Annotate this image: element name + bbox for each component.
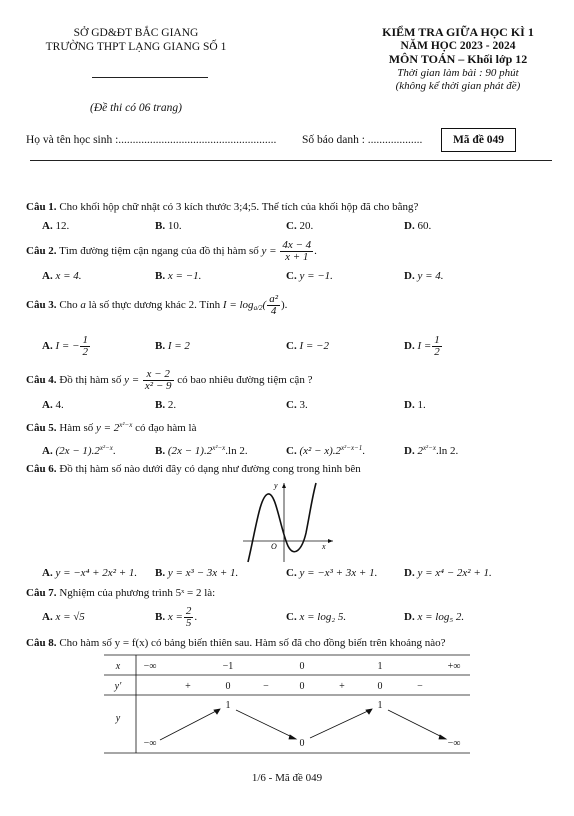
q3-option-d[interactable]: D. I = $\frac{1}{2}$ (404, 333, 440, 358)
q2-label: Câu 2. (26, 245, 57, 257)
y-val-3: 1 (377, 700, 383, 711)
q6-y-arrow (282, 483, 286, 488)
sign-5: 0 (377, 681, 383, 692)
question-2: Câu 2. Tìm đường tiệm cận ngang của đồ thị hàm số y = $\frac{4x - 4}{x + 1}$ . (26, 238, 317, 263)
question-7: Câu 7. Nghiệm của phương trình 5ˣ = 2 là: (26, 587, 216, 599)
row-label-yprime: y′ (114, 681, 122, 692)
arrow-down-1 (236, 710, 294, 738)
q6-x-arrow (328, 539, 333, 543)
sign-0: + (185, 681, 191, 692)
q2-option-a[interactable]: A. x = 4. (42, 270, 82, 282)
dept-name: SỞ GD&ĐT BẮC GIANG (73, 27, 199, 39)
q6-option-c[interactable]: C. y = −x³ + 3x + 1. (286, 567, 378, 579)
q5-option-a[interactable]: A. $(2x - 1).2^{x^2-x}$. (42, 444, 116, 457)
q6-option-b[interactable]: B. y = x³ − 3x + 1. (155, 567, 239, 579)
sign-1: 0 (225, 681, 231, 692)
student-id-field[interactable]: Số báo danh : ................... (302, 134, 423, 146)
y-val-1: 1 (225, 700, 231, 711)
q1-text: Cho khối hộp chữ nhật có 3 kích thước 3;4;5. Thể tích của khối hộp đã cho bằng? (59, 201, 419, 213)
q6-curve (248, 483, 316, 562)
q1-option-c[interactable]: C. 20. (286, 220, 314, 232)
q5-option-c[interactable]: C. $(x^2 - x).2^{x^2-x-1}$. (286, 444, 366, 457)
question-1 (26, 200, 418, 214)
y-val-2: 0 (299, 738, 305, 749)
header-underline (92, 77, 208, 78)
question-8: Câu 8. Cho hàm số y = f(x) có bảng biến thiên sau. Hàm số đã cho đồng biến trên khoảng nào? (26, 637, 446, 649)
q3-option-a[interactable]: A. I = − $\frac{1}{2}$ (42, 333, 88, 358)
subject-title: MÔN TOÁN – Khối lớp 12 (388, 52, 528, 66)
q6-label: Câu 6. (26, 463, 57, 475)
q7-option-d[interactable]: D. x = log₅ 2. (404, 611, 465, 623)
q2-option-b[interactable]: B. x = −1. (155, 270, 202, 282)
page-footer: 1/6 - Mã đề 049 (251, 772, 323, 784)
q4-option-b[interactable]: B. 2. (155, 399, 177, 411)
q6-graph (238, 478, 338, 563)
q2-option-d[interactable]: D. y = 4. (404, 270, 444, 282)
q6-option-d[interactable]: D. y = x⁴ − 2x² + 1. (404, 567, 492, 579)
q5-option-b[interactable]: B. $(2x - 1).2^{x^2-x}.\ln$ 2. (155, 444, 248, 457)
q3-option-b[interactable]: B. I = 2 (155, 340, 190, 352)
student-name-field[interactable]: Họ và tên học sinh :....................................................... (26, 134, 277, 146)
arrowhead-down-1 (289, 735, 296, 739)
y-val-0: −∞ (143, 738, 157, 749)
arrowhead-up-1 (214, 709, 220, 714)
q7-option-c[interactable]: C. x = log₂ 5. (286, 611, 347, 623)
q5-option-d[interactable]: D. $2^{x^2-x}.\ln$ 2. (404, 444, 459, 457)
arrow-up-2 (310, 710, 370, 738)
q6-y-label: y (274, 481, 278, 490)
q2-text: Tìm đường tiệm cận ngang của đồ thị hàm số (59, 245, 259, 257)
row-label-x: x (115, 661, 121, 672)
q7-label: Câu 7. (26, 587, 57, 599)
q7-option-b[interactable]: B. x = $\frac{2}{5}$ . (155, 604, 198, 629)
header-left (20, 26, 252, 54)
q3-formula: $I = \log_{a/2}$( (222, 299, 267, 312)
arrowhead-down-2 (439, 735, 446, 739)
q4-label: Câu 4. (26, 374, 57, 386)
x-val-2: 0 (299, 661, 305, 672)
q1-option-d[interactable]: D. 60. (404, 220, 432, 232)
arrowhead-up-2 (366, 709, 372, 714)
question-4: Câu 4. Đồ thị hàm số y = $\frac{x - 2}{\text{x² − 9}}$ có bao nhiêu đường tiệm cận ? (26, 367, 313, 392)
school-year: NĂM HỌC 2023 - 2024 (400, 39, 516, 52)
q4-function: $\frac{x - 2}{\text{x² − 9}}$ (144, 367, 172, 392)
q3-inner-fraction: $\frac{\text{a²}}{4}$ (269, 292, 278, 317)
exam-time: Thời gian làm bài : 90 phút (397, 66, 519, 79)
header-right (352, 26, 564, 94)
sign-4: + (339, 681, 345, 692)
q5-function: $y = 2^{x^2-x}$ (95, 421, 133, 434)
q8-variation-table (104, 654, 470, 754)
y-val-4: −∞ (447, 738, 461, 749)
q4-option-a[interactable]: A. 4. (42, 399, 64, 411)
q1-option-a[interactable]: A. 12. (42, 220, 70, 232)
q7-option-a[interactable]: A. x = √5 (42, 611, 85, 623)
sign-3: 0 (299, 681, 305, 692)
q6-origin-label: O (271, 542, 277, 551)
pages-note: (Đề thi có 06 trang) (90, 102, 182, 114)
exam-code-box: Mã đề 049 (441, 128, 516, 152)
school-name: TRƯỜNG THPT LẠNG GIANG SỐ 1 (45, 41, 227, 53)
row-label-y: y (115, 713, 121, 724)
q3-option-c[interactable]: C. I = −2 (286, 340, 329, 352)
question-5: Câu 5. Hàm số $y = 2^{x^2-x}$ có đạo hàm là (26, 421, 197, 434)
q1-label: Câu 1. (26, 201, 57, 213)
student-divider (30, 160, 552, 161)
x-val-3: 1 (377, 661, 383, 672)
question-6: Câu 6. Đồ thị hàm số nào dưới đây có dạng như đường cong trong hình bên (26, 463, 361, 475)
q5-label: Câu 5. (26, 422, 57, 434)
q1-option-b[interactable]: B. 10. (155, 220, 182, 232)
q3-label: Câu 3. (26, 299, 57, 311)
q2-function: $\frac{4x - 4}{x + 1}$ (282, 238, 312, 263)
q8-label: Câu 8. (26, 637, 57, 649)
q6-option-a[interactable]: A. y = −x⁴ + 2x² + 1. (42, 567, 138, 579)
arrow-up-1 (160, 710, 218, 740)
sign-6: − (417, 681, 423, 692)
q2-option-c[interactable]: C. y = −1. (286, 270, 333, 282)
q6-x-label: x (322, 542, 326, 551)
question-3: Câu 3. Cho a là số thực dương khác 2. Tính $I = \log_{a/2}$( $\frac{\text{a²}}{4}$ ). (26, 292, 288, 317)
exam-title: KIỂM TRA GIỮA HỌC KÌ 1 (382, 25, 534, 39)
x-val-1: −1 (222, 661, 234, 672)
q4-option-d[interactable]: D. 1. (404, 399, 426, 411)
x-val-0: −∞ (143, 661, 157, 672)
exam-time-note: (không kể thời gian phát đề) (395, 80, 521, 92)
q4-option-c[interactable]: C. 3. (286, 399, 308, 411)
x-val-4: +∞ (447, 661, 461, 672)
sign-2: − (263, 681, 269, 692)
arrow-down-2 (388, 710, 444, 738)
